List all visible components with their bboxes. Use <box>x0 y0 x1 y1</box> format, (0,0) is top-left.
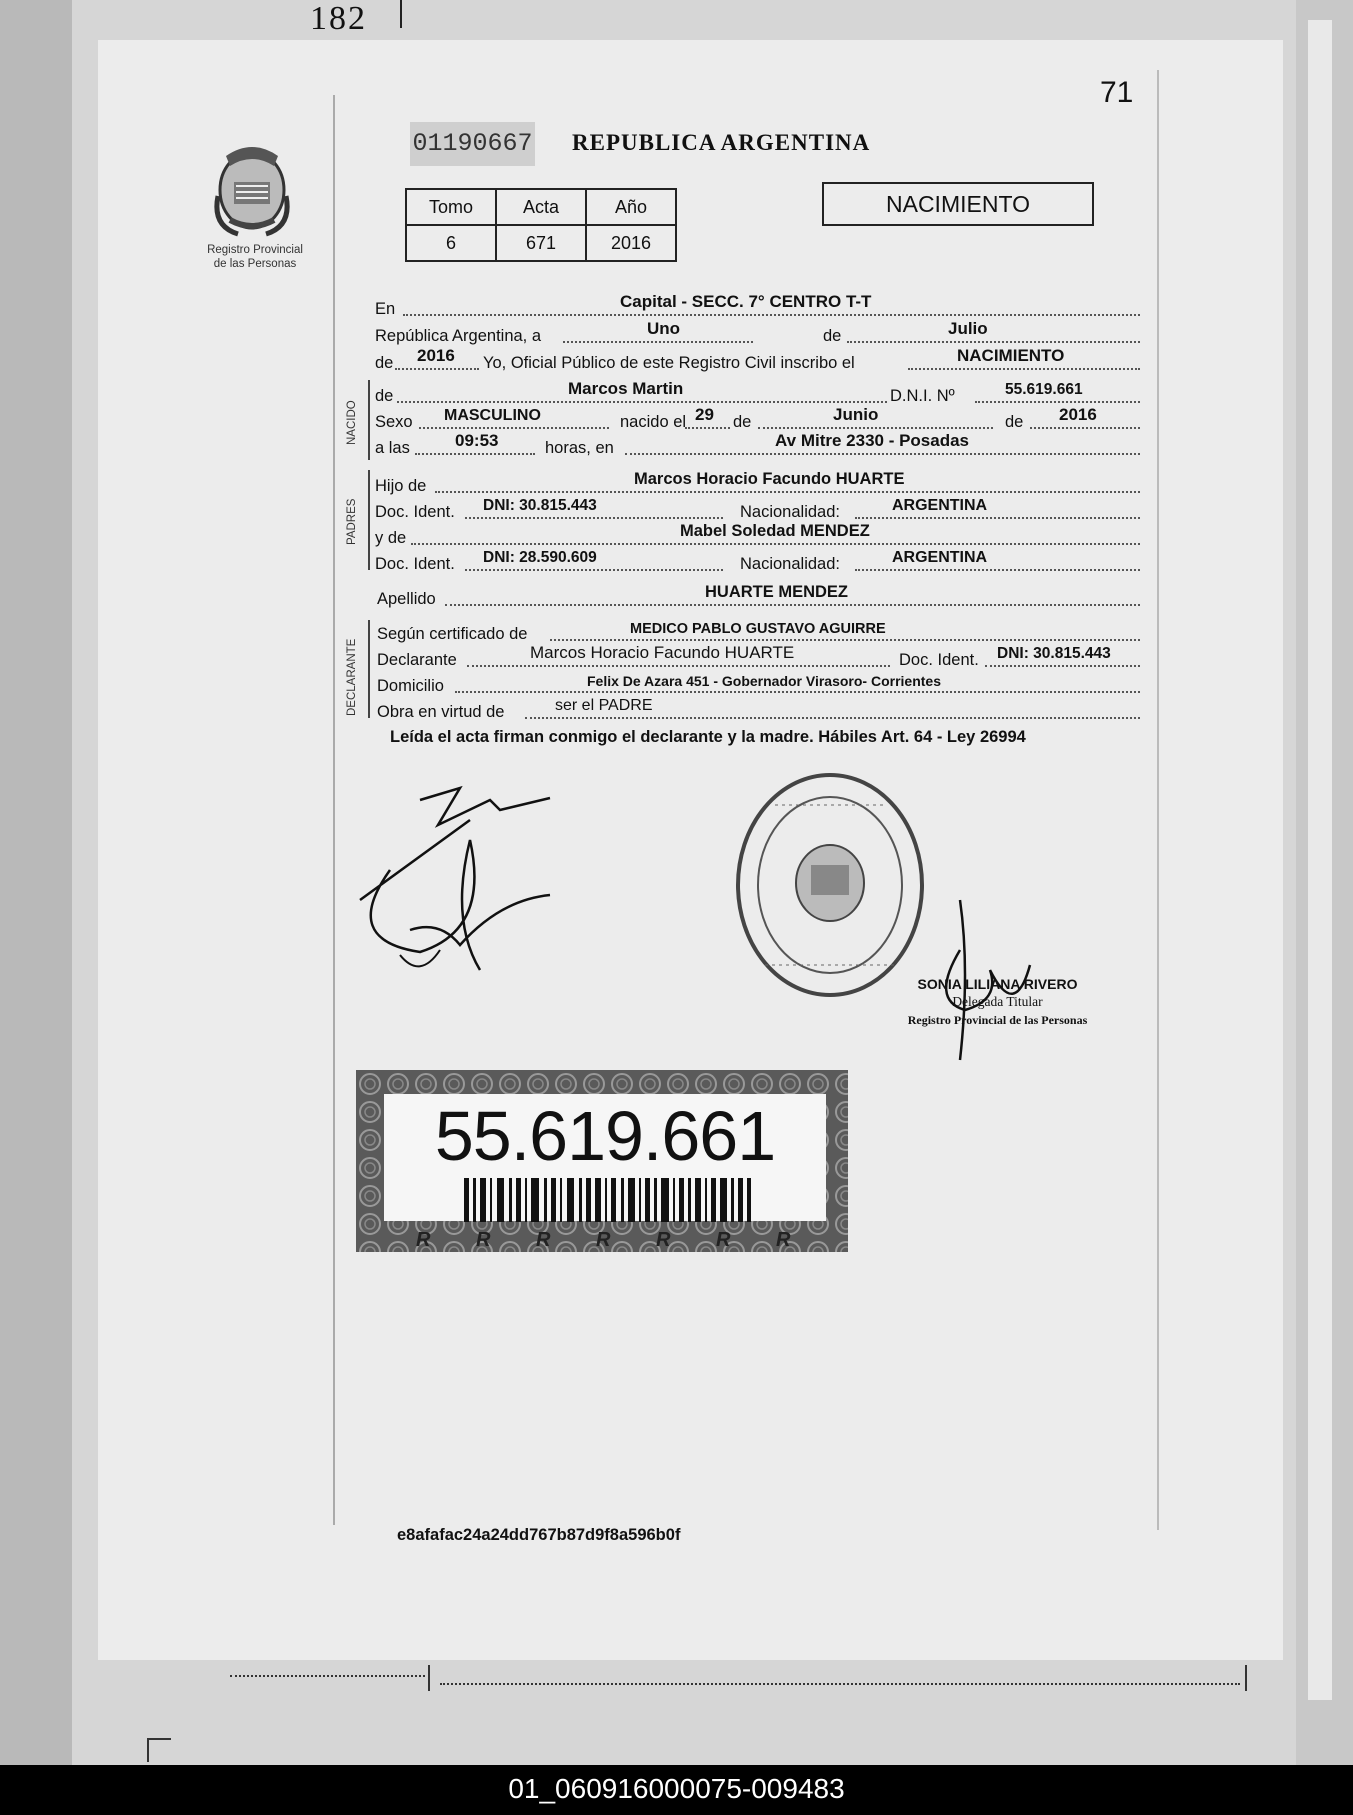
record-table <box>405 188 677 262</box>
organization-name: Registro Provincial de las Personas <box>207 244 303 270</box>
margin-line-left <box>333 95 335 1525</box>
svg-text:R: R <box>776 1229 791 1251</box>
side-label-padres: PADRES <box>346 498 358 545</box>
official-block <box>890 975 1105 1029</box>
svg-text:R: R <box>656 1229 671 1251</box>
sexo-value: MASCULINO <box>444 407 541 424</box>
declarant-signature-icon <box>350 780 590 980</box>
svg-text:R: R <box>476 1229 491 1251</box>
certificado-value: MEDICO PABLO GUSTAVO AGUIRRE <box>630 621 886 637</box>
country-title: REPUBLICA ARGENTINA <box>572 130 871 155</box>
barcode-label <box>356 1070 848 1252</box>
declarante-value: Marcos Horacio Facundo HUARTE <box>530 643 795 662</box>
folio-divider <box>400 0 402 28</box>
tipo-value: NACIMIENTO <box>957 346 1065 365</box>
serial-number: 01190667 <box>410 122 535 166</box>
record-type-box: NACIMIENTO <box>822 182 1094 226</box>
domicilio-value: Felix De Azara 451 - Gobernador Virasoro- Corrientes <box>587 673 942 689</box>
field-apellido: Apellido HUARTE MENDEZ <box>375 585 1140 609</box>
side-label-nacido: NACIDO <box>346 400 358 445</box>
field-hora-lugar: a las 09:53 horas, en Av Mitre 2330 - Posadas <box>375 434 1140 458</box>
svg-text:R: R <box>596 1229 611 1251</box>
nac-mes-value: Junio <box>833 405 879 424</box>
declarante-dni-value: DNI: 30.815.443 <box>997 645 1111 662</box>
lugar-nac-value: Av Mitre 2330 - Posadas <box>775 431 970 450</box>
page-edge-right <box>1296 0 1353 1765</box>
anio-value: 2016 <box>417 346 455 365</box>
field-padre: Hijo de Marcos Horacio Facundo HUARTE <box>375 472 1140 496</box>
page-number: 71 <box>1100 76 1134 109</box>
svg-text:R: R <box>716 1229 731 1251</box>
padre-dni-value: DNI: 30.815.443 <box>483 497 597 514</box>
madre-dni-value: DNI: 28.590.609 <box>483 549 597 566</box>
lugar-value: Capital - SECC. 7° CENTRO T-T <box>620 292 872 311</box>
apellido-value: HUARTE MENDEZ <box>705 583 848 601</box>
nac-dia-value: 29 <box>695 405 714 424</box>
field-obra: Obra en virtud de ser el PADRE <box>375 698 1140 722</box>
dia-value: Uno <box>647 319 681 338</box>
field-madre-doc: Doc. Ident. DNI: 28.590.609 Nacionalidad: ARGENTINA <box>375 550 1140 574</box>
padre-nac-value: ARGENTINA <box>892 497 988 514</box>
file-id: 01_060916000075-009483 <box>508 1773 845 1804</box>
field-certificado: Según certificado de MEDICO PABLO GUSTAVO AGUIRRE <box>375 620 1140 644</box>
field-padre-doc: Doc. Ident. DNI: 30.815.443 Nacionalidad: ARGENTINA <box>375 498 1140 522</box>
field-sexo: Sexo MASCULINO nacido el 29 de Junio de 2016 <box>375 408 1140 432</box>
madre-nac-value: ARGENTINA <box>892 549 988 566</box>
barcode-icon <box>464 1178 754 1222</box>
provincial-coat-of-arms-icon <box>208 136 296 240</box>
closing-statement: Leída el acta firman conmigo el declarante y la madre. Hábiles Art. 64 - Ley 26994 <box>390 728 1026 746</box>
official-name: SONIA LILIANA RIVERO <box>917 976 1078 992</box>
field-anio: de 2016 Yo, Oficial Público de este Registro Civil inscribo el NACIMIENTO <box>375 349 1140 373</box>
nombre-value: Marcos Martin <box>568 379 684 398</box>
barcode-number: 55.619.661 <box>434 1097 776 1175</box>
underlying-form-lines <box>230 1665 1250 1691</box>
svg-text:R: R <box>416 1229 431 1251</box>
madre-value: Mabel Soledad MENDEZ <box>680 522 870 540</box>
field-fecha: República Argentina, a Uno de Julio <box>375 322 1140 346</box>
document-hash: e8afafac24a24dd767b87d9f8a596b0f <box>397 1526 681 1544</box>
side-label-declarante: DECLARANTE <box>346 638 358 716</box>
official-office: Registro Provincial de las Personas <box>907 1013 1088 1027</box>
nac-anio-value: 2016 <box>1059 405 1097 424</box>
field-domicilio: Domicilio Felix De Azara 451 - Gobernador Virasoro- Corrientes <box>375 672 1140 696</box>
hora-value: 09:53 <box>455 431 499 450</box>
field-nombre: de Marcos Martin D.N.I. Nº 55.619.661 <box>375 382 1140 406</box>
obra-value: ser el PADRE <box>555 697 653 714</box>
folio-number: 182 <box>310 0 367 37</box>
dni-value: 55.619.661 <box>1005 381 1083 398</box>
field-declarante: Declarante Marcos Horacio Facundo HUARTE Doc. Ident. DNI: 30.815.443 <box>375 646 1140 670</box>
birth-certificate-sheet <box>98 40 1283 1660</box>
tomo-header: Tomo <box>406 189 496 225</box>
acta-value: 671 <box>496 225 586 261</box>
svg-text:R: R <box>536 1229 551 1251</box>
padre-value: Marcos Horacio Facundo HUARTE <box>634 470 905 488</box>
official-title: Delegada Titular <box>952 994 1043 1009</box>
tomo-value: 6 <box>406 225 496 261</box>
corner-mark <box>147 1738 171 1762</box>
anio-value: 2016 <box>586 225 676 261</box>
margin-line-right <box>1157 70 1159 1530</box>
scan-footer <box>0 1765 1353 1815</box>
anio-header: Año <box>586 189 676 225</box>
mes-value: Julio <box>948 319 988 338</box>
field-lugar: En Capital - SECC. 7° CENTRO T-T <box>375 295 1140 319</box>
acta-header: Acta <box>496 189 586 225</box>
field-madre: y de Mabel Soledad MENDEZ <box>375 524 1140 548</box>
